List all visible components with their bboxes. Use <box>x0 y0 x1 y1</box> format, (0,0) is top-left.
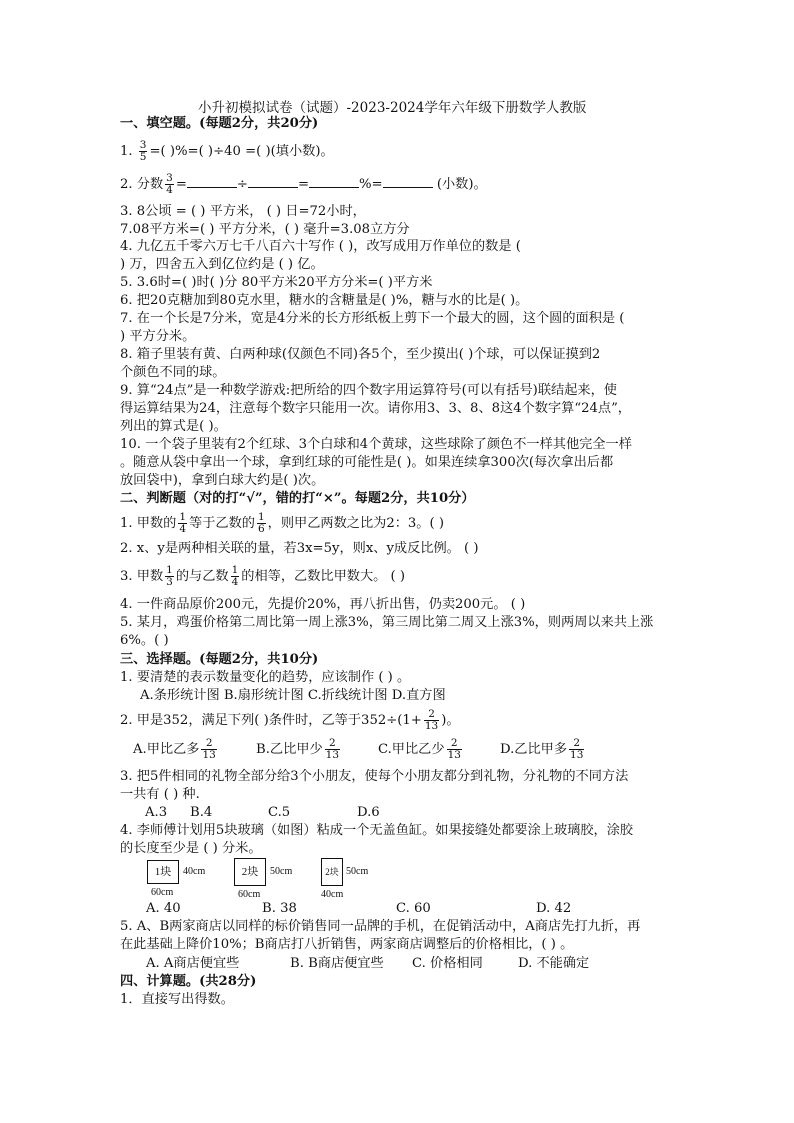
fill-q2-fraction: $\frac{3}{4}$ <box>166 172 173 196</box>
choice-q2-fraction: $\frac{2}{13}$ <box>424 708 439 732</box>
judge-q3-fraction-a: $\frac{1}{3}$ <box>166 564 173 588</box>
fill-q10-line3: 放回袋中)，拿到白球大约是( )次。 <box>120 473 325 488</box>
judge-q2: 2. x、y是两种相关联的量，若3x=5y，则x、y成反比例。 ( ) <box>120 541 479 556</box>
fill-q5: 5. 3.6时=( )时( )分 80平方米20平方分米=( )平方米 <box>120 275 433 290</box>
section-choice-heading: 三、选择题。(每题2分，共10分) <box>120 652 319 667</box>
choice-q5-option-b: B. B商店便宜些 <box>290 956 384 971</box>
fill-q7-line2: ) 平方分米。 <box>120 329 196 344</box>
fill-q6: 6. 把20克糖加到80克水里，糖水的含糖量是( )%，糖与水的比是( )。 <box>120 293 529 308</box>
fill-q1-text: =( )%=( )÷40 =( )(填小数)。 <box>149 144 334 159</box>
choice-q4-option-a: A. 40 <box>146 901 181 916</box>
choice-q4-line1: 4. 李师傅计划用5块玻璃（如图）粘成一个无盖鱼缸。如果接缝处都要涂上玻璃胶，涂胶 <box>120 823 634 838</box>
choice-q3-option-c: C.5 <box>268 805 291 820</box>
judge-q1-fraction-a: $\frac{1}{4}$ <box>179 511 187 535</box>
fill-q1 <box>120 140 334 163</box>
glass-panel-1-width: 60cm <box>151 887 174 898</box>
blank-line <box>383 175 433 188</box>
blank-line <box>187 175 237 188</box>
choice-q1: 1. 要清楚的表示数量变化的趋势，应该制作 ( ) 。 <box>120 670 411 685</box>
choice-q3-option-b: B.4 <box>190 805 213 820</box>
blank-line <box>248 175 298 188</box>
glass-panel-1-height: 40cm <box>183 866 206 877</box>
fill-q3-line2: 7.08平方米=( ) 平方分米，( ) 毫升=3.08立方分 <box>120 222 410 237</box>
calc-q1: 1．直接写出得数。 <box>120 992 234 1007</box>
choice-q5-option-d: D. 不能确定 <box>518 956 590 971</box>
choice-q4-line2: 的长度至少是 ( ) 分米。 <box>120 841 262 856</box>
choice-q2-option-b: B.乙比甲少 $\frac{2}{13}$ <box>256 737 340 761</box>
choice-q3-option-d: D.6 <box>357 805 380 820</box>
fill-q9-line3: 列出的算式是( )。 <box>120 419 227 434</box>
choice-q5-option-c: C. 价格相同 <box>412 956 483 971</box>
choice-q5-line1: 5. A、B两家商店以同样的标价销售同一品牌的手机，在促销活动中，A商店先打九折，再 <box>120 919 641 934</box>
glass-panel-1-box: 1块 <box>147 860 179 884</box>
fill-q2: 2. 分数 $\frac{3}{4}$ = ÷ = %= (小数)。 <box>120 172 487 196</box>
fill-q10-line1: 10. 一个袋子里装有2个红球、3个白球和4个黄球，这些球除了颜色不一样其他完全一样 <box>120 437 632 452</box>
fill-q9-line2: 得运算结果为24，注意每个数字只能用一次。请你用3、3、8、8这4个数字算“24点”， <box>120 401 631 416</box>
fill-q9-line1: 9. 算“24点”是一种数学游戏:把所给的四个数字用运算符号(可以有括号)联结起来，使 <box>120 383 617 398</box>
fill-q1-number: 1. <box>120 144 133 159</box>
fill-q4-line1: 4. 九亿五千零六万七千八百六十写作 ( )，改写成用万作单位的数是 ( <box>120 239 521 254</box>
judge-q1: 1. 甲数的 $\frac{1}{4}$ 等于乙数的 $\frac{1}{6}$ ，则甲乙两数之比为2：3。( ) <box>120 511 444 535</box>
fill-q4-line2: ) 万，四舍五入到亿位约是 ( ) 亿。 <box>120 257 324 272</box>
glass-panel-2-height: 50cm <box>270 866 293 877</box>
fill-q3-line1: 3. 8公顷 = ( ) 平方米， ( ) 日=72小时， <box>120 204 366 219</box>
fill-q8-line2: 个颜色不同的球。 <box>120 365 226 380</box>
glass-panel-2-width: 60cm <box>238 889 261 900</box>
choice-q1-options: A.条形统计图 B.扇形统计图 C.折线统计图 D.直方图 <box>140 688 446 703</box>
choice-q3-option-a: A.3 <box>145 805 168 820</box>
section-calc-heading: 四、计算题。(共28分) <box>120 974 257 989</box>
choice-q5-option-a: A. A商店便宜些 <box>146 956 240 971</box>
choice-q3-line1: 3. 把5件相同的礼物全部分给3个小朋友，使每个小朋友都分到礼物，分礼物的不同方法 <box>120 769 629 784</box>
fill-q8-line1: 8. 箱子里装有黄、白两种球(仅颜色不同)各5个，至少摸出( )个球，可以保证摸到2 <box>120 347 601 362</box>
choice-q5-line2: 在此基础上降价10%；B商店打八折销售，两家商店调整后的价格相比，( ) 。 <box>120 937 574 952</box>
judge-q3-fraction-b: $\frac{1}{4}$ <box>231 564 239 588</box>
section-fill-heading: 一、填空题。(每题2分，共20分) <box>120 116 319 131</box>
choice-q2-option-d: D.乙比甲多 $\frac{2}{13}$ <box>500 737 584 761</box>
judge-q5-line2: 6%。( ) <box>120 633 169 648</box>
judge-q5-line1: 5. 某月，鸡蛋价格第二周比第一周上涨3%，第三周比第二周又上涨3%，则两周以来共上涨 <box>120 615 654 630</box>
choice-q4-option-b: B. 38 <box>262 901 297 916</box>
judge-q4: 4. 一件商品原价200元，先提价20%，再八折出售，仍卖200元。 ( ) <box>120 597 526 612</box>
choice-q4-option-c: C. 60 <box>396 901 431 916</box>
judge-q3: 3. 甲数 $\frac{1}{3}$ 的与乙数 $\frac{1}{4}$ 的相等，乙数比甲数大。 ( ) <box>120 564 406 588</box>
judge-q1-fraction-b: $\frac{1}{6}$ <box>257 511 265 535</box>
glass-panel-2-box: 2块 <box>234 858 266 886</box>
fill-q1-fraction: $\frac{3}{5}$ <box>139 139 147 163</box>
section-judge-heading: 二、判断题（对的打“√”，错的打“×”。每题2分，共10分） <box>120 491 475 506</box>
glass-panel-3-box: 2块 <box>321 858 343 886</box>
choice-q4-option-d: D. 42 <box>536 901 572 916</box>
exam-title: 小升初模拟试卷（试题）-2023-2024学年六年级下册数学人教版 <box>198 100 587 116</box>
fill-q7-line1: 7. 在一个长是7分米，宽是4分米的长方形纸板上剪下一个最大的圆，这个圆的面积是 ( <box>120 311 625 326</box>
choice-q2-option-c: C.甲比乙少 $\frac{2}{13}$ <box>378 737 461 761</box>
choice-q2: 2. 甲是352，满足下列( )条件时，乙等于352÷(1+ $\frac{2}{13}$ )。 <box>120 708 460 732</box>
blank-line <box>309 175 359 188</box>
glass-panel-3-height: 50cm <box>346 866 369 877</box>
choice-q3-line2: 一共有 ( ) 种. <box>120 787 200 802</box>
glass-panel-3-width: 40cm <box>321 889 344 900</box>
fill-q10-line2: 。随意从袋中拿出一个球，拿到红球的可能性是( )。如果连续拿300次(每次拿出后都 <box>120 455 614 470</box>
choice-q2-option-a: A.甲比乙多 $\frac{2}{13}$ <box>133 737 216 761</box>
